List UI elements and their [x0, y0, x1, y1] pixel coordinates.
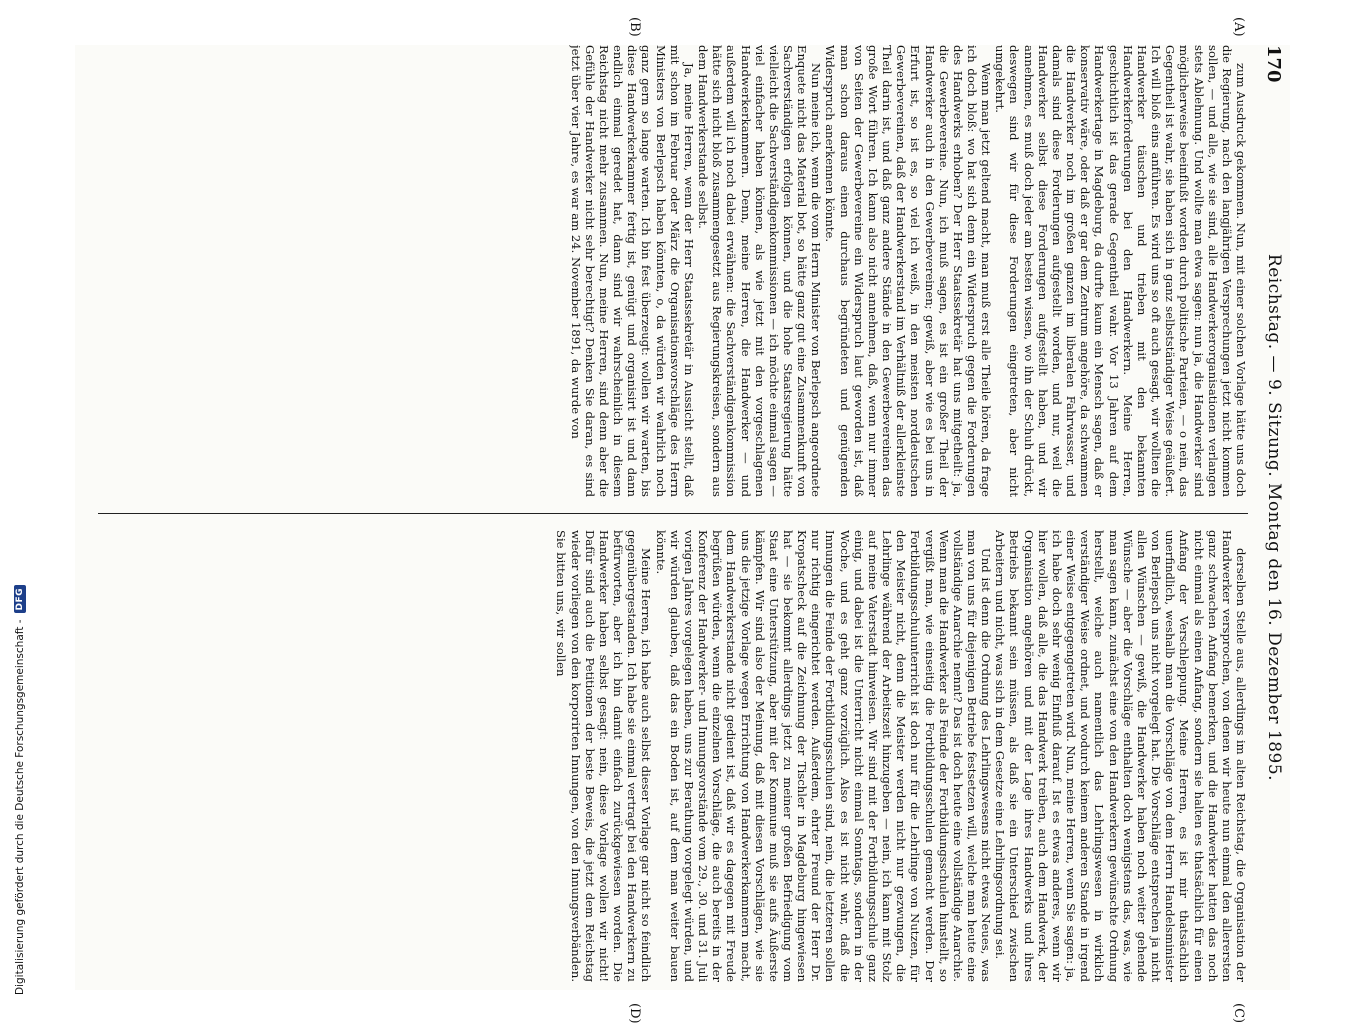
paragraph: Ja, meine Herren, wenn der Herr Staatssekretär in Aussicht stellt, daß mit schon im Februar oder März die Organisationsvorschläge des Herrn Ministers von Berlepsch haben könnten, o, da würden wir wahrlich noch ganz gern so lange warten. Ich bin fest überzeugt: wollen wir warten, bis diese Handwerkerkammer fertig ist, genügt und organisirt ist und dann endlich einmal geredet hat, dann sind wir wahrscheinlich in diesem Reichstag nicht mehr zusammen. Nun, meine Herren, sind denn aber die Gefühle der Handwerker nicht sehr berechtigt? Denken Sie daran, es sind jetzt über vier Jahre, es war am 24. November 1891, da wurde von: [568, 45, 696, 497]
digitization-credit: [14, 585, 26, 995]
column-divider: [98, 513, 1248, 514]
paragraph: zum Ausdruck gekommen. Nun, mit einer solchen Vorlage hätte uns doch die Regierung, nach den langjährigen Versprechungen jetzt nicht kommen sollen, — und alle, wie sie sind, alle Handwerkerorganisationen verlangen stets Ablehnung. Und wollte man etwa sagen: nun ja, die Handwerker sind möglicherweise beeinflußt worden durch politische Parteien, — o nein, das Gegentheil ist wahr, sie haben sich in ganz selbstständiger Weise geäußert. Ich will bloß eins anführen. Es wird uns so oft auch gesagt, wir wollten die Handwerker täuschen und trieben mit den bekannten Handwerkerforderungen bei den Handwerkern. Meine Herren, geschichtlich ist das gerade Gegentheil wahr. Vor 13 Jahren auf dem Handwerkertage in Magdeburg, da durfte kaum ein Mensch sagen, daß er konservativ wäre, oder daß er gar dem Zentrum angehöre, da schwammen die Handwerker noch im großen ganzen im liberalen Fahrwasser, und damals sind diese Forderungen aufgestellt worden, und nur, weil die Handwerker selbst diese Forderungen aufgestellt haben, und wir annehmen, es muß doch jeder am besten wissen, wo ihn der Schuh drückt, deswegen sind wir für diese Forderungen eingetreten, aber nicht umgekehrt.: [993, 45, 1248, 497]
paragraph: Wenn man jetzt geltend macht, man muß erst alle Theile hören, da frage ich doch bloß: wo hat sich denn ein Widerspruch gegen die Forderungen des Handwerks erhoben? Der Herr Staatssekretär hat uns mitgetheilt: ja, die Gewerbevereine. Nun, ich muß sagen, es ist ein großer Theil der Handwerker auch in den Gewerbevereinen; gewiß, aber wie es bei uns in Erfurt ist, so ist es, so viel ich weiß, in den meisten norddeutschen Gewerbevereinen, daß der Handwerkerstand im Verhältniß der allerkleinste Theil darin ist, und daß ganz andere Stände in den Gewerbevereinen das große Wort führen. Ich kann also nicht annehmen, daß, wenn nur immer von Seiten der Gewerbevereine ein Widerspruch laut geworden ist, daß man schon daraus einen durchaus begründeten und genügenden Widerspruch anerkennen könnte.: [823, 45, 994, 497]
scanned-page: [75, 17, 1290, 1024]
right-text-column: [88, 530, 1248, 982]
credit-text: Digitalisierung gefördert durch die Deutsche Forschungsgemeinschaft -: [14, 619, 26, 995]
paragraph: Und ist denn die Ordnung des Lehrlingswesens nicht etwas Neues, was man von uns für diejenigen Betriebe festsetzen will, welche man heute eine vollständige Anarchie nennt? Das ist doch heute eine vollständige Anarchie. Wenn man die Handwerker als Feinde der Fortbildungsschulen hinstellt, so vergißt man, wie einseitig die Fortbildungsschulen gemacht werden. Der Fortbildungsschulunterricht ist doch nur für die Lehrlinge von Nutzen, für den Meister nicht, denn die Meister werden nicht nur gezwungen, die Lehrlinge während der Arbeitszeit hinzugeben — nein, ich kann mit Stolz auf meine Vaterstadt hinweisen. Wir sind mit der Fortbildungsschule ganz einig, und dabei ist die Unterricht nicht einmal Sonntags, sondern in der Woche, und es geht ganz vorzüglich. Also es ist nicht wahr, daß die Innungen die Feinde der Fortbildungsschulen sind, nein, die letzteren sollen nur richtig eingerichtet werden. Außerdem, ehrter Freund der Herr Dr. Kropatscheck auf die Zeichnung der Tischler in Magdeburg hingewiesen hat — sie bekommt allerdings jetzt zu meiner großen Befriedigung vom Staat eine Unterstützung, aber mit der Kommune muß sie aufs Äußerste kämpfen. Wir sind also der Meinung, daß mit diesen Vorschlägen, wie sie uns die jetzige Vorlage wegen Errichtung von Handwerkerkammern macht, dem Handwerkerstande nicht gedient ist, daß wir es dagegen mit Freude begrüßen würden, wenn die einzelnen Vorschläge, die auch bereits in der Konferenz der Handwerker- und Innungsvorstände vom 29., 30. und 31. Juli vorigen Jahres vorgelegen haben, uns zur Berathung vorgelegt würden, und wir würden glauben, daß das ein Boden ist, auf dem man weiter bauen könnte.: [653, 530, 994, 982]
left-text-column: [88, 45, 1248, 497]
page-number: 170: [1263, 45, 1284, 83]
dfg-logo: DFG: [14, 585, 26, 614]
running-title: Reichstag. — 9. Sitzung. Montag den 16. Dezember 1895.: [1264, 253, 1284, 782]
paragraph: derselben Stelle aus, allerdings im alten Reichstag, die Organisation der Handwerker versprochen, von denen wir heute nun einmal den allerersten ganz schwachen Anfang bemerken, und die Handwerker hatten das noch nicht einmal als einen Anfang, sondern sie halten es thatsächlich für einen Anfang der Verschleppung. Meine Herren, es ist mir thatsächlich unerfindlich, weshalb man die Vorschläge von dem Herrn Handelsminister von Berlepsch uns nicht vorgelegt hat. Die Vorschläge entsprechen ja nicht allen Wünschen — gewiß, die Handwerker haben noch weiter gehende Wünsche — aber die Vorschläge enthalten doch wenigstens das, was, wie man sagen kann, zunächst eine von den Handwerkern gewünschte Ordnung herstellt, welche auch namentlich das Lehrlingswesen in wirklich verständiger Weise ordnet, und wodurch keinem anderen Stande in irgend einer Weise entgegengetreten wird. Nun, meine Herren, wenn Sie sagen: ja, ich habe doch sehr wenig Einfluß darauf. Ist es etwas anderes, wenn wir hier wollen, daß alle, die das Handwerk treiben, auch dem Handwerk, der Organisation angehören und mit der Lage ihres Handwerks und ihres Betriebs bekannt sein müssen, als daß sie ein Unterschied zwischen Arbeitern und nicht, was sich in dem Gesetze eine Lehrlingsordnung sei.: [993, 530, 1248, 982]
margin-marker-a: (A): [1231, 17, 1246, 37]
margin-marker-c: (C): [1231, 1003, 1246, 1024]
paragraph: Nun meine ich, wenn die vom Herrn Minister von Berlepsch angeordnete Enquete nicht das Material bot, so hätte ganz gut eine Zusammenkunft von Sachverständigen erfolgen können, und die hohe Staatsregierung hätte vielleicht die Sachverständigenkommissionen — ich möchte einmal sagen — viel einfacher haben können, als wie jetzt mit den vorgeschlagenen Handwerkerkammern. Denn, meine Herren, die Handwerker — und außerdem will ich noch dabei erwähnen: die Sachverständigenkommission hätte sich nicht bloß zusammengesetzt aus Regierungskreisen, sondern aus dem Handwerkerstande selbst.: [696, 45, 824, 497]
page-header: [1256, 45, 1290, 990]
margin-marker-d: (D): [627, 1003, 642, 1024]
paragraph: Meine Herren, ich habe auch selbst dieser Vorlage gar nicht so feindlich gegenübergestanden. Ich habe sie einmal vertragt bei den Handwerkern zu befürworten, aber ich bin damit einfach zurückgewiesen worden. Die Handwerker haben selbst gesagt: nein, diese Vorlage wollen wir nicht! Dafür sind auch die Petitionen der beste Beweis, die jetzt dem Reichstag wieder vorliegen von den korporirten Innungen, von den Innungsverbänden. Sie bitten uns, wir sollen: [554, 530, 654, 982]
margin-marker-b: (B): [627, 17, 642, 37]
